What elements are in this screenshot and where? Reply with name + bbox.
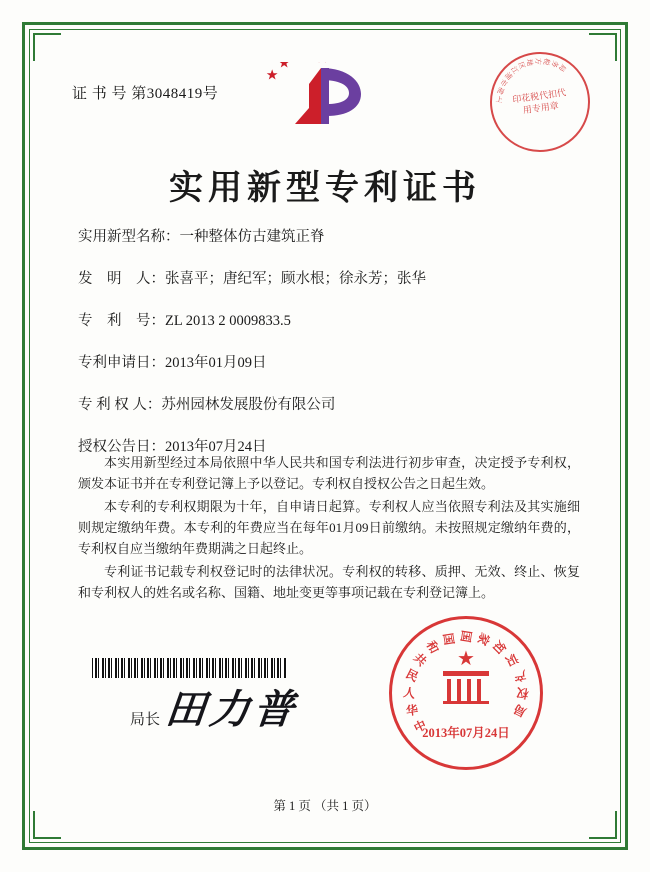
star-icon: ★ [457, 648, 475, 670]
tax-stamp-seal [484, 46, 597, 159]
field-value: 苏州园林发展股份有限公司 [161, 397, 336, 413]
field-label: 专 利 权 人： [78, 397, 162, 413]
field-value: 一种整体仿古建筑正脊 [179, 229, 325, 245]
field-label: 实用新型名称： [78, 229, 180, 245]
field-label: 专利申请日： [78, 355, 165, 371]
field-label: 专 利 号： [78, 313, 165, 329]
field-label: 发 明 人： [78, 271, 165, 287]
signature-name: 田力普 [163, 686, 301, 733]
legal-paragraph: 本专利的专利权期限为十年，自申请日起算。专利权人应当依照专利法及其实施细则规定缴纳年费。本专利的年费应当在每年01月09日前缴纳。未按照规定缴纳年费的，专利权自应当缴纳年费期满之日起终止。 [78, 499, 580, 556]
signature-label: 局长 [130, 712, 161, 728]
field-label: 授权公告日： [78, 439, 165, 455]
certificate-content [52, 52, 598, 820]
tax-stamp-ring-text: 上 海 市 浦 江 区 地 方 税 务 局 [495, 57, 568, 105]
field-value: ZL 2013 2 0009833.5 [165, 313, 291, 329]
page-title: 实用新型专利证书 [169, 168, 481, 208]
field-row [78, 227, 588, 247]
barcode [92, 658, 287, 678]
tiananmen-emblem-icon [443, 671, 489, 704]
legal-text [78, 452, 580, 605]
seal-date: 2013年07月24日 [422, 726, 510, 740]
field-value: 2013年01月09日 [165, 355, 267, 371]
page-footer: 第 1 页 （共 1 页） [273, 799, 377, 813]
signature-block [130, 678, 301, 735]
tax-stamp-center-text: 印花税代扣代用专用章 [511, 87, 567, 116]
legal-paragraph: 本实用新型经过本局依照中华人民共和国专利法进行初步审查，决定授予专利权，颁发本证书并在专利登记簿上予以登记。专利权自授权公告之日起生效。 [78, 455, 580, 491]
certificate-number: 证 书 号 第3048419号 [72, 86, 219, 102]
field-row [78, 311, 588, 331]
sipo-logo-icon [265, 62, 385, 147]
official-seal [389, 616, 543, 770]
field-value: 张喜平；唐纪军；顾水根；徐永芳；张华 [165, 271, 426, 287]
field-value: 2013年07月24日 [165, 439, 267, 455]
field-list [78, 227, 588, 479]
field-row [78, 269, 588, 289]
official-seal-ring-text: 中 华 人 民 共 和 国 国 家 知 识 产 权 局 [402, 629, 530, 736]
field-row [78, 353, 588, 373]
field-row [78, 395, 588, 415]
legal-paragraph: 专利证书记载专利权登记时的法律状况。专利权的转移、质押、无效、终止、恢复和专利权人的姓名或名称、国籍、地址变更等事项记载在专利登记簿上。 [78, 564, 580, 600]
